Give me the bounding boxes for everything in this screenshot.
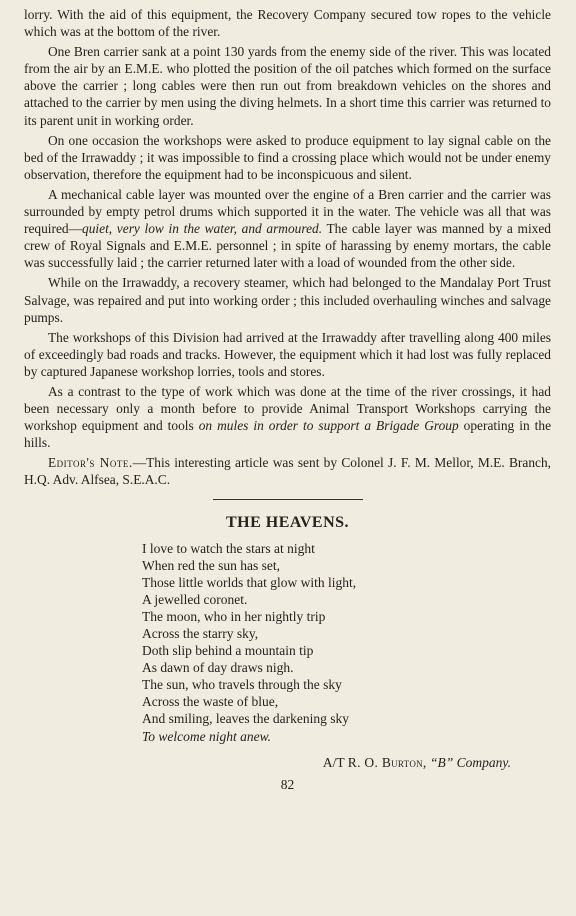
poem-line: And smiling, leaves the darkening sky [142, 711, 349, 727]
article-paragraph-7 [24, 383, 551, 451]
poem-author [24, 755, 511, 771]
editors-note-text: —This interesting article was sent by Colonel J. F. M. Mellor, M.E. Branch, H.Q. Adv. Alfsea, S.E.A.C. [24, 455, 552, 488]
article-paragraph-5: While on the Irrawaddy, a recovery steamer, which had belonged to the Mandalay Port Trust Salvage, was repaired and put into working order ; this included overhauling winches and salvage pumps. [24, 275, 551, 325]
paragraph-4-text-a: A mechanical cable layer was mounted over the engine of a Bren carrier and the carrier was surrounded by empty petrol drums which supported it in the water. The vehicle was all that was required— [24, 186, 551, 237]
article-paragraph-2: One Bren carrier sank at a point 130 yards from the enemy side of the river. This was located from the air by an E.M.E. who plotted the position of the oil patches which formed on the surface above the carrier ; long cables were then run out from breakdown vehicles on the shores and attached to the carrier by men using the diving helmets. In a short time this carrier was returned to its parent unit in working order. [24, 44, 551, 128]
poem-line: Across the starry sky, [142, 626, 259, 641]
article-paragraph-1: lorry. With the aid of this equipment, the Recovery Company secured tow ropes to the vehicle which was at the bottom of the river. [24, 7, 551, 40]
author-prefix: A/T [322, 754, 345, 770]
editors-note [24, 454, 551, 488]
poem-title: THE HEAVENS. [225, 513, 350, 531]
paragraph-4-text-b: The cable layer was manned by a mixed crew of Royal Signals and E.M.E. personnel ; in spite of harassing by enemy mortars, the cable was successfully laid ; the carrier returned later with a load of wounded from the other side. [24, 221, 551, 271]
author-name: R. O. Burton, [347, 754, 427, 770]
poem-line: A jewelled coronet. [142, 591, 248, 607]
paragraph-4-italic: quiet, very low in the water, and armoured. [82, 221, 323, 237]
article-paragraph-4 [24, 186, 551, 271]
poem-line: The moon, who in her nightly trip [142, 608, 326, 624]
editors-note-label: Editor's Note. [48, 455, 133, 471]
page-number: 82 [280, 776, 295, 792]
paragraph-7-text-b: operating in the hills. [24, 418, 552, 451]
poem-line: Across the waste of blue, [142, 694, 279, 710]
paragraph-7-text-a: As a contrast to the type of work which was done at the time of the river crossings, it had been necessary only a month before to provide Animal Transport Workshops carrying the workshop equipment and tools [24, 383, 551, 434]
poem-line: When red the sun has set, [142, 557, 280, 573]
poem-line: The sun, who travels through the sky [142, 677, 342, 693]
paragraph-7-italic: on mules in order to support a Brigade Group [198, 418, 459, 434]
poem-line: Those little worlds that glow with light, [142, 574, 357, 590]
poem [24, 540, 551, 745]
article-paragraph-3: On one occasion the workshops were asked to produce equipment to lay signal cable on the bed of the Irrawaddy ; it was impossible to find a crossing place which would not be under enemy observation, therefore the equipment had to be inconspicuous and silent. [24, 132, 551, 182]
poem-line: To welcome night anew. [142, 728, 271, 744]
article-paragraph-6: The workshops of this Division had arrived at the Irrawaddy after travelling along 400 miles of exceedingly bad roads and tracks. However, the equipment which it had lost was fully replaced by captured Japanese workshop lorries, tools and stores. [24, 329, 551, 379]
poem-line: Doth slip behind a mountain tip [142, 643, 314, 659]
poem-line: As dawn of day draws nigh. [142, 660, 294, 676]
author-unit: “B” Company. [429, 754, 511, 770]
section-divider [213, 499, 363, 500]
poem-line: I love to watch the stars at night [142, 540, 315, 556]
